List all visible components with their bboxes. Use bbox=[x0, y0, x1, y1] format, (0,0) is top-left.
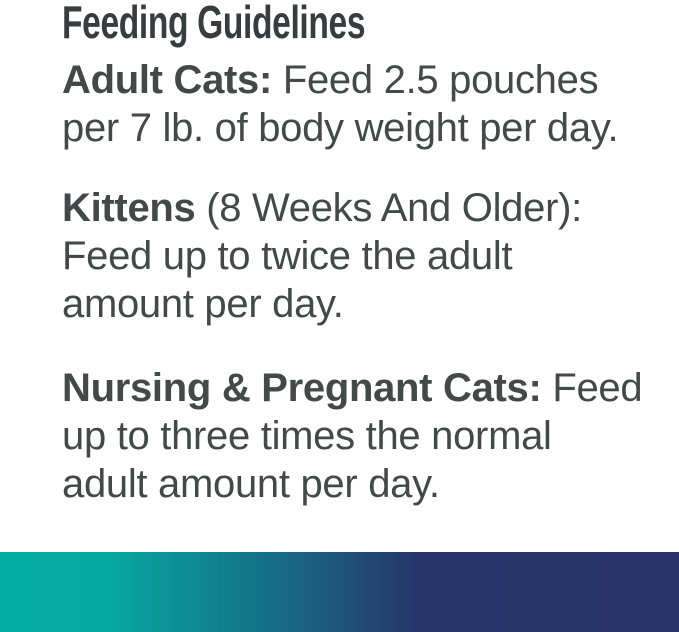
text-line bbox=[62, 460, 663, 508]
text-line bbox=[62, 104, 663, 152]
text-line bbox=[62, 232, 663, 280]
page-title: Feeding Guidelines bbox=[62, 0, 366, 48]
text-line bbox=[62, 280, 663, 328]
guideline-label: Kittens bbox=[62, 186, 196, 230]
guideline-text: adult amount per day. bbox=[62, 462, 440, 506]
guidelines-list bbox=[62, 56, 663, 508]
text-line bbox=[62, 184, 663, 232]
guideline-paragraph-adult-cats bbox=[62, 56, 663, 152]
guideline-text: Feed up to twice the adult bbox=[62, 234, 513, 278]
guideline-text: Feed bbox=[541, 366, 643, 410]
guideline-text: amount per day. bbox=[62, 282, 344, 326]
feeding-guidelines-section bbox=[62, 0, 663, 508]
text-line bbox=[62, 364, 663, 412]
text-line bbox=[62, 56, 663, 104]
guideline-paragraph-kittens bbox=[62, 184, 663, 328]
guideline-label: Nursing & Pregnant Cats: bbox=[62, 366, 542, 410]
brand-gradient-bar bbox=[0, 552, 679, 632]
guideline-paragraph-nursing-pregnant-cats bbox=[62, 364, 663, 508]
guideline-text: per 7 lb. of body weight per day. bbox=[62, 106, 619, 150]
text-line bbox=[62, 412, 663, 460]
guideline-text: Feed 2.5 pouches bbox=[272, 58, 599, 102]
guideline-text: (8 Weeks And Older): bbox=[195, 186, 582, 230]
guideline-text: up to three times the normal bbox=[62, 414, 552, 458]
guideline-label: Adult Cats: bbox=[62, 58, 273, 102]
